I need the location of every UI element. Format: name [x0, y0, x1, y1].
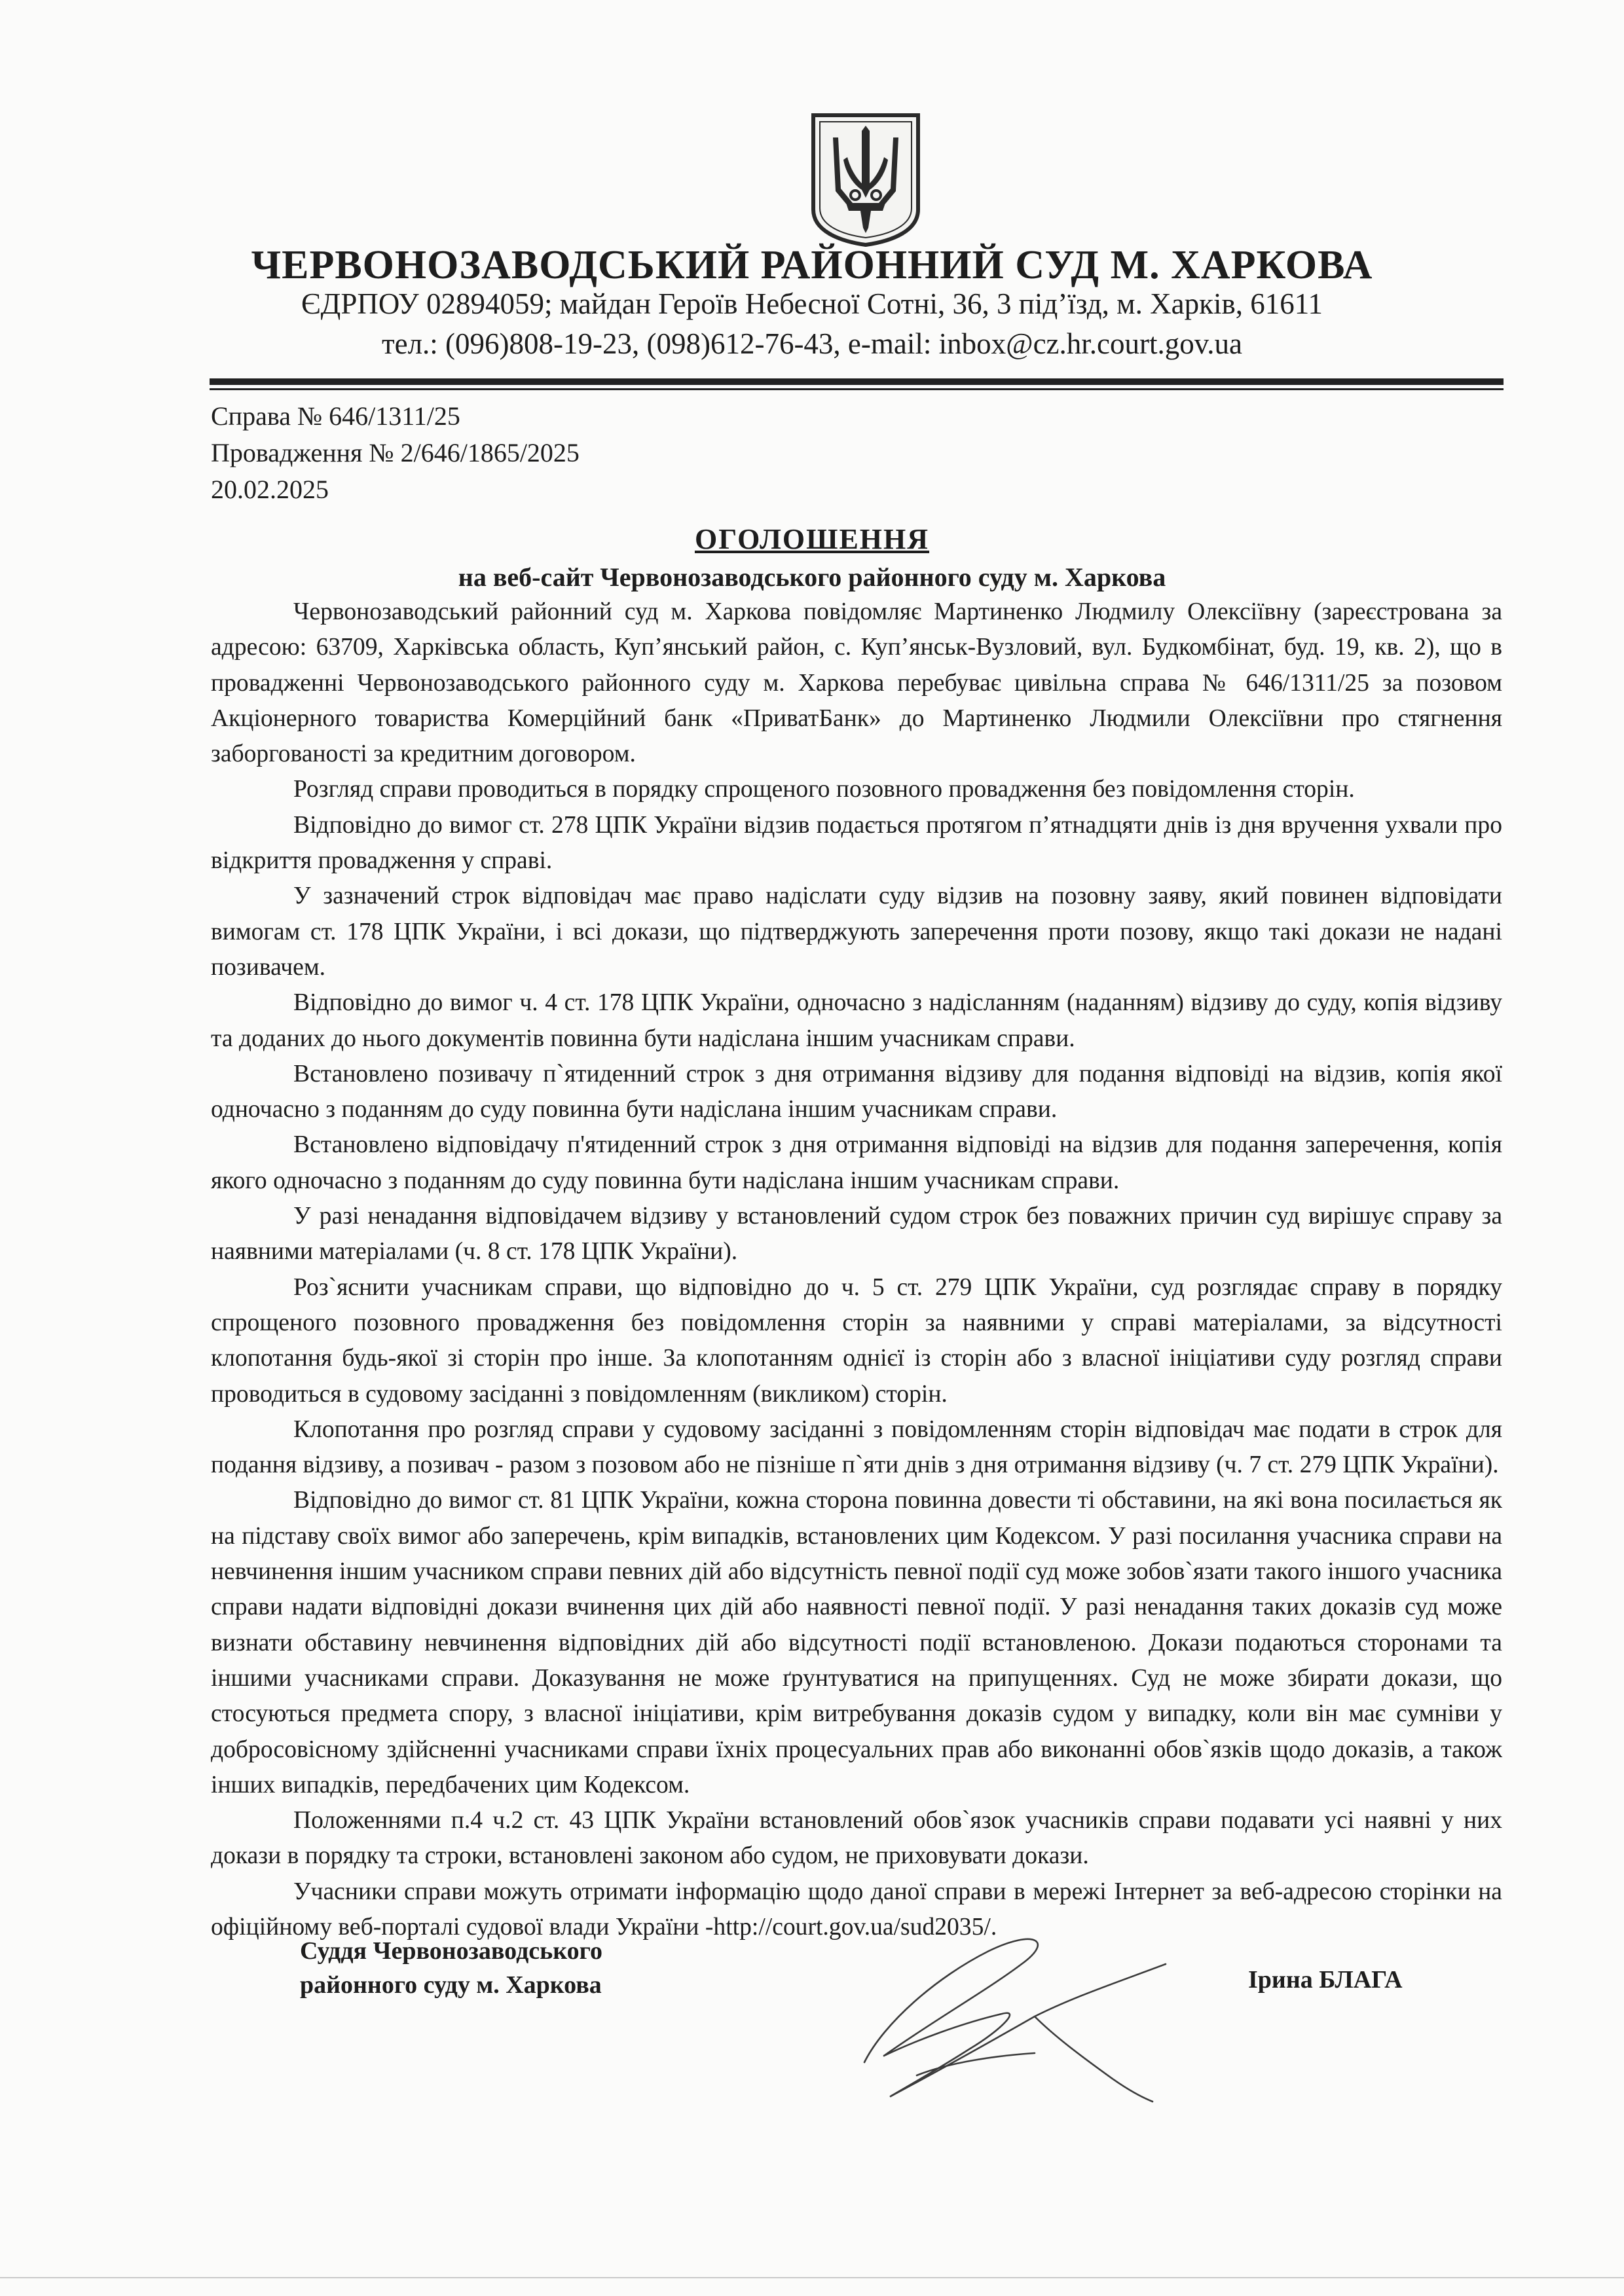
header-divider-thin [210, 388, 1504, 390]
paragraph-copy-requirement: Відповідно до вимог ч. 4 ст. 178 ЦПК України, одночасно з надісланням (наданням) відзиву до суду, копія відзиву та доданих до нього документів повинна бути надіслана іншим учасникам справи. [211, 989, 1502, 1052]
paragraph-defendant-term: Встановлено відповідачу п'ятиденний строк з дня отримання відповіді на відзив для подання заперечення, копія якого одночасно з поданням до суду повинна бути надіслана іншим учасникам справи. [211, 1131, 1502, 1194]
case-number: Справа № 646/1311/25 [211, 401, 460, 431]
paragraph-defendant-rights: У зазначений строк відповідач має право надіслати суду відзив на позовну заяву, який повинен відповідати вимогам ст. 178 ЦПК України, і всі докази, що підтверджують заперечення проти позову, якщо такі докази не надані позивачем. [211, 883, 1502, 981]
proceeding-number: Провадження № 2/646/1865/2025 [211, 438, 580, 467]
coat-of-arms-icon [809, 111, 922, 247]
scan-edge-line [0, 2277, 1624, 2278]
paragraph-evidence-duty: Положеннями п.4 ч.2 ст. 43 ЦПК України встановлений обов`язок учасників справи подавати усі наявні у них докази в порядку та строки, встановлені законом або судом, не приховувати докази. [211, 1807, 1502, 1870]
paragraph-procedure: Розгляд справи проводиться в порядку спрощеного позовного провадження без повідомлення сторін. [293, 776, 1355, 803]
paragraph-no-response: У разі ненадання відповідачем відзиву у встановлений судом строк без поважних причин суд вирішує справу за наявними матеріалами (ч. 8 ст. 178 ЦПК України). [211, 1203, 1502, 1266]
paragraph-hearing-request: Клопотання про розгляд справи у судовому засіданні з повідомленням сторін відповідач має подати в строк для подання відзиву, а позивач - разом з позовом або не пізніше п`яти днів з дня отримання відзиву (ч. 7 ст. 279 ЦПК України). [211, 1415, 1502, 1479]
judge-title-line2: районного суду м. Харкова [300, 1971, 602, 1999]
court-name: ЧЕРВОНОЗАВОДСЬКИЙ РАЙОННИЙ СУД М. ХАРКОВА [251, 243, 1373, 287]
judge-title-line1: Суддя Червонозаводського [300, 1937, 602, 1965]
announcement-body [211, 594, 1502, 1945]
handwritten-signature [838, 1925, 1179, 2115]
paragraph-notice: Червонозаводський районний суд м. Харкова повідомляє Мартиненко Людмилу Олексіївну (зареєстрована за адресою: 63709, Харківська область, Куп’янський район, с. Куп’янськ-Вузловий, вул. Будкомбінат, буд. 19, кв. 2), що в провадженні Червонозаводського районного суду м. Харкова перебуває цивільна справа № 646/1311/25 за позовом Акціонерного товариства Комерційний банк «ПриватБанк» до Мартиненко Людмили Олексіївни про стягнення заборгованості за кредитним договором. [211, 598, 1502, 768]
paragraph-clarification: Роз`яснити учасникам справи, що відповідно до ч. 5 ст. 279 ЦПК України, суд розглядає справу в порядку спрощеного позовного провадження без повідомлення сторін за наявними у справі матеріалами, за відсутності клопотання будь-якої зі сторін про інше. За клопотанням однієї із сторін або з власної ініціативи суду розгляд справи проводиться в судовому засіданні з повідомленням (викликом) сторін. [211, 1273, 1502, 1408]
header-divider-thick [210, 378, 1504, 385]
judge-name: Ірина БЛАГА [1248, 1966, 1403, 1994]
paragraph-web-info: Учасники справи можуть отримати інформацію щодо даної справи в мережі Інтернет за веб-адресою сторінки на офіційному веб-порталі судової влади України -http://court.gov.ua/sud2035/. [211, 1878, 1502, 1941]
paragraph-evidence-rules: Відповідно до вимог ст. 81 ЦПК України, кожна сторона повинна довести ті обставини, на які вона посилається як на підставу своїх вимог або заперечень, крім випадків, встановлених цим Кодексом. У разі посилання учасника справи на невчинення іншим учасником справи певних дій або відсутність певної події суд може зобов`язати такого іншого учасника справи надати відповідні докази вчинення цих дій або наявності певної події. У разі ненадання таких доказів суд може визнати обставину невчинення відповідних дій або відсутності події встановленою. Докази подаються сторонами та іншими учасниками справи. Доказування не може ґрунтуватися на припущеннях. Суд не може збирати докази, що стосуються предмета спору, з власної ініціативи, крім витребування доказів судом у випадку, коли він має сумніви у добросовісному здійсненні учасниками справи їхніх процесуальних прав або виконанні обов`язків щодо доказів, а також інших випадків, передбачених цим Кодексом. [211, 1487, 1502, 1798]
announcement-title: ОГОЛОШЕННЯ [694, 523, 930, 555]
court-contact-line: тел.: (096)808-19-23, (098)612-76-43, e-mail: inbox@cz.hr.court.gov.ua [381, 327, 1243, 360]
announcement-subtitle: на веб-сайт Червонозаводського районного суду м. Харкова [458, 562, 1166, 592]
paragraph-plaintiff-term: Встановлено позивачу п`ятиденний строк з дня отримання відзиву для подання відповіді на відзив, копія якої одночасно з поданням до суду повинна бути надіслана іншим учасникам справи. [211, 1060, 1502, 1123]
document-date: 20.02.2025 [211, 475, 329, 504]
paragraph-response-term: Відповідно до вимог ст. 278 ЦПК України відзив подається протягом п’ятнадцяти днів із дня вручення ухвали про відкриття провадження у справі. [211, 811, 1502, 875]
court-address-line: ЄДРПОУ 02894059; майдан Героїв Небесної Сотні, 36, 3 під’їзд, м. Харків, 61611 [301, 287, 1323, 320]
